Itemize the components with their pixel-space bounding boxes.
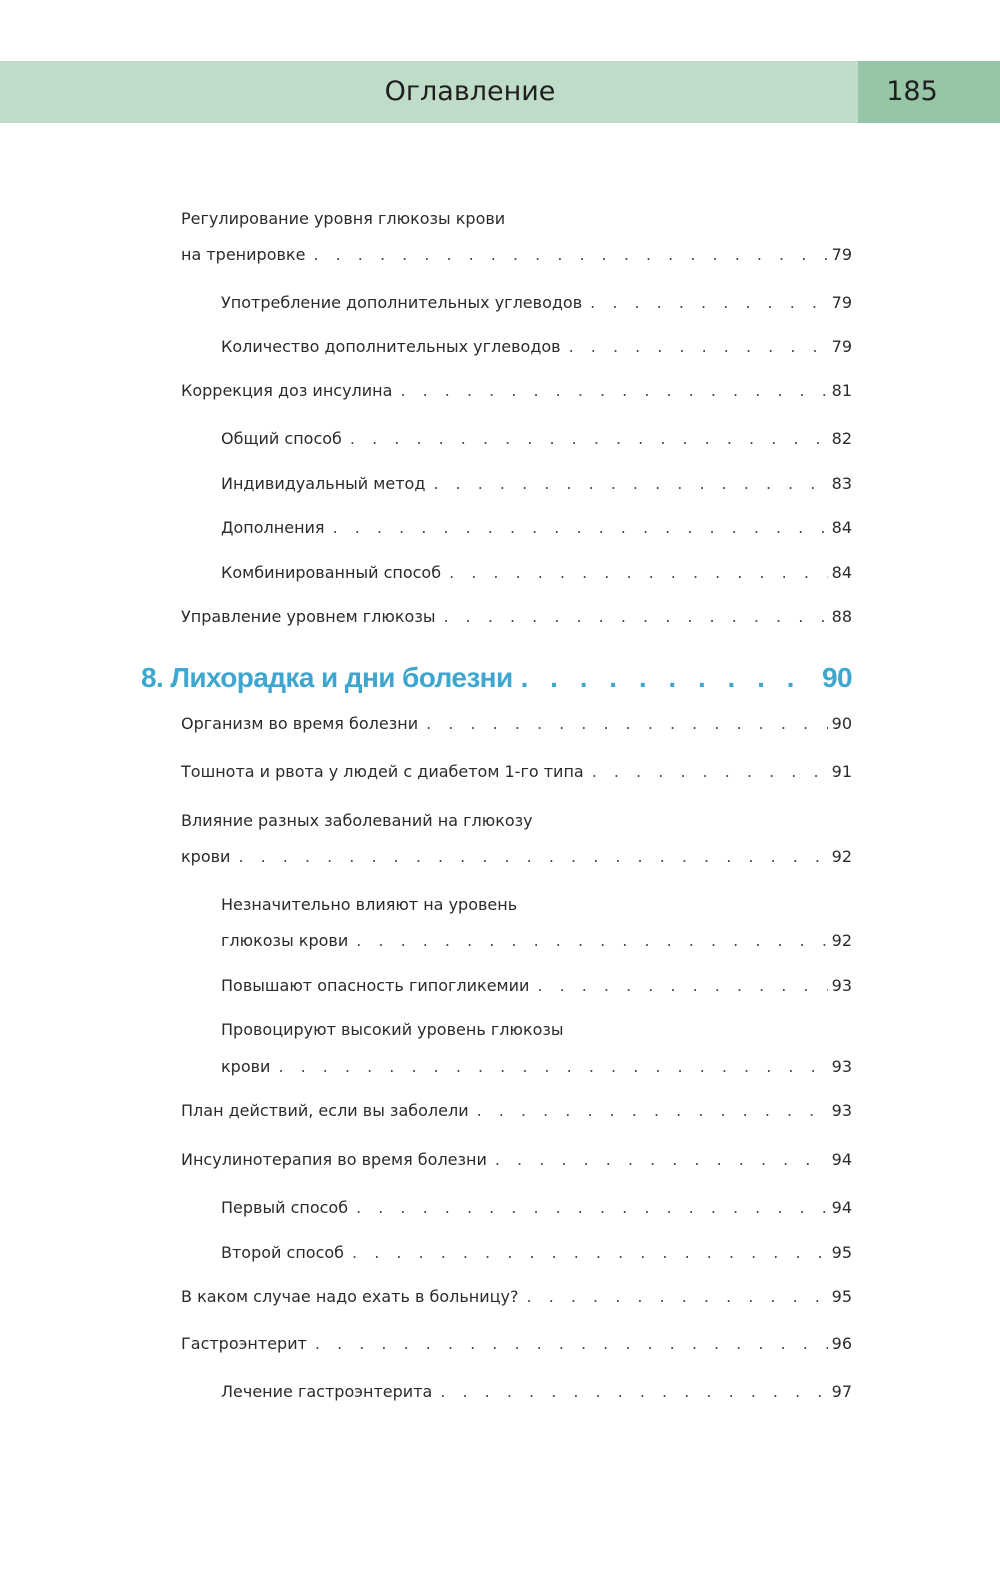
toc-chapter-line (141, 658, 852, 698)
dot-leader (477, 1091, 828, 1131)
toc-entry-line (181, 1277, 852, 1317)
toc-entry-title-line: Влияние разных заболеваний на глюкозу (181, 811, 533, 830)
toc-entry-page: 90 (831, 714, 852, 733)
dot-leader (449, 553, 828, 593)
toc-entry-title: Употребление дополнительных углеводов (221, 293, 583, 312)
toc-entry-line (221, 327, 852, 367)
toc-entry-page: 91 (831, 762, 852, 781)
toc-entry-title: глюкозы крови (221, 931, 349, 950)
dot-leader (592, 752, 828, 792)
toc-entry-title: План действий, если вы заболели (181, 1101, 469, 1120)
toc-entry-title: Количество дополнительных углеводов (221, 337, 561, 356)
toc-entry-page: 84 (831, 518, 852, 537)
page-number: 185 (886, 76, 938, 107)
toc-entry-line (221, 464, 852, 504)
toc-entry-title: Дополнения (221, 518, 325, 537)
toc-entry-page: 81 (831, 381, 852, 400)
toc-entry-title: В каком случае надо ехать в больницу? (181, 1287, 519, 1306)
toc-entry-line (181, 837, 852, 877)
dot-leader (569, 327, 828, 367)
toc-entry-line (181, 597, 852, 637)
dot-leader (590, 283, 827, 323)
toc-entry-line (221, 966, 852, 1006)
toc-entry-title: на тренировке (181, 245, 306, 264)
toc-entry-line (181, 1091, 852, 1131)
dot-leader (315, 1324, 828, 1364)
dot-leader (426, 704, 828, 744)
dot-leader (333, 508, 828, 548)
toc-entry-page: 94 (831, 1198, 852, 1217)
toc-entry-title-line: Провоцируют высокий уровень глюкозы (221, 1020, 564, 1039)
toc-entry-line (221, 1188, 852, 1228)
dot-leader (352, 1233, 828, 1273)
toc-entry-line (181, 235, 852, 275)
toc-entry-page: 82 (831, 429, 852, 448)
dot-leader (433, 464, 827, 504)
toc-entry-page: 97 (831, 1382, 852, 1401)
toc-entry-page: 92 (831, 931, 852, 950)
toc-entry-page: 79 (831, 337, 852, 356)
toc-entry-line (221, 508, 852, 548)
toc-entry-title: Второй способ (221, 1243, 345, 1262)
toc-entry-line (221, 1372, 852, 1412)
toc-entry-title-line: Незначительно влияют на уровень (221, 895, 518, 914)
toc-entry-title: Коррекция доз инсулина (181, 381, 393, 400)
toc-entry-page: 93 (831, 976, 852, 995)
toc-entry-line (221, 1047, 852, 1087)
toc-entry-line (181, 371, 852, 411)
dot-leader (400, 371, 827, 411)
dot-leader (350, 419, 828, 459)
toc-entry-title: Организм во время болезни (181, 714, 419, 733)
toc-entry-title: крови (181, 847, 231, 866)
toc-entry-page: 92 (831, 847, 852, 866)
toc-entry-page: 95 (831, 1243, 852, 1262)
toc-entry-title: Гастроэнтерит (181, 1334, 307, 1353)
dot-leader (356, 1188, 828, 1228)
toc-entry-page: 79 (831, 245, 852, 264)
dot-leader (537, 966, 827, 1006)
dot-leader (356, 921, 827, 961)
toc-entry-line (181, 752, 852, 792)
dot-leader (440, 1372, 827, 1412)
toc-entry-title: Инсулинотерапия во время болезни (181, 1150, 487, 1169)
dot-leader (278, 1047, 827, 1087)
dot-leader (495, 1140, 828, 1180)
toc-entry-line (221, 1233, 852, 1273)
toc-entry-page: 88 (831, 607, 852, 626)
dot-leader (313, 235, 827, 275)
toc-entry-page: 84 (831, 563, 852, 582)
dot-leader (527, 1277, 828, 1317)
toc-entry-line (221, 419, 852, 459)
toc-entry-title: Тошнота и рвота у людей с диабетом 1-го типа (181, 762, 584, 781)
toc-entry-page: 94 (831, 1150, 852, 1169)
toc-entry-title: Комбинированный способ (221, 563, 442, 582)
running-header-title: Оглавление (384, 76, 556, 107)
chapter-title: 8. Лихорадка и дни болезни (141, 662, 513, 693)
toc-entry-title: крови (221, 1057, 271, 1076)
dot-leader (443, 597, 827, 637)
toc-entry-line (181, 1324, 852, 1364)
toc-entry-line (221, 921, 852, 961)
toc-entry-page: 93 (831, 1057, 852, 1076)
toc-entry-title: Индивидуальный метод (221, 474, 426, 493)
toc-entry-page: 83 (831, 474, 852, 493)
toc-entry-line (221, 283, 852, 323)
toc-entry-page: 96 (831, 1334, 852, 1353)
dot-leader (521, 658, 818, 698)
toc-entry-line (181, 704, 852, 744)
toc-entry-title: Первый способ (221, 1198, 349, 1217)
toc-entry-title-line: Регулирование уровня глюкозы крови (181, 209, 506, 228)
toc-entry-page: 79 (831, 293, 852, 312)
toc-entry-title: Общий способ (221, 429, 342, 448)
toc-entry-page: 93 (831, 1101, 852, 1120)
toc-entry-title: Лечение гастроэнтерита (221, 1382, 433, 1401)
toc-entry-line (181, 1140, 852, 1180)
toc-entry-page: 95 (831, 1287, 852, 1306)
toc-entry-title: Управление уровнем глюкозы (181, 607, 436, 626)
toc-entry-title: Повышают опасность гипогликемии (221, 976, 530, 995)
chapter-page: 90 (822, 662, 852, 693)
dot-leader (238, 837, 827, 877)
toc-entry-line (221, 553, 852, 593)
